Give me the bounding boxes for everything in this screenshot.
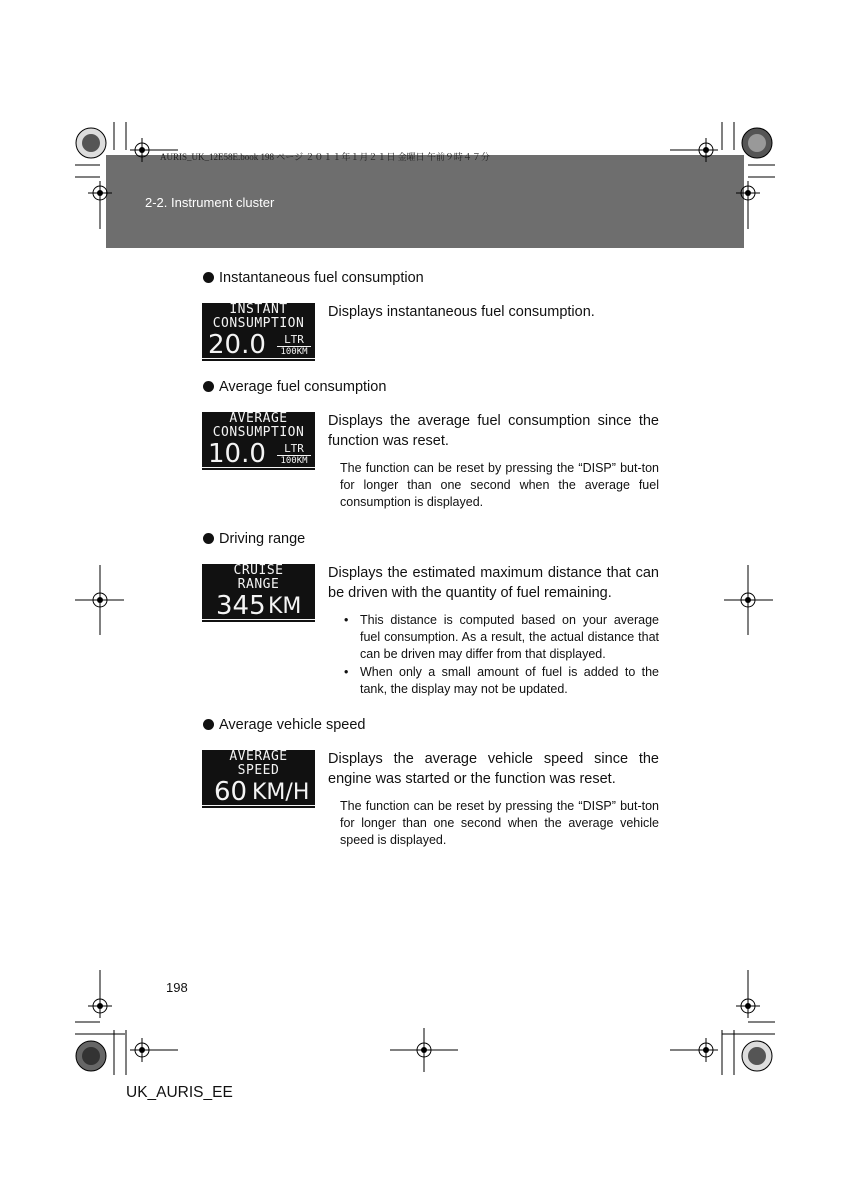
lcd-value: 345 [216,591,266,621]
lcd-line1: INSTANT [229,302,288,317]
heading-average-speed: Average vehicle speed [203,717,365,733]
note-average-consumption: The function can be reset by pressing the “DISP” but-ton for longer than one second when the average fuel consumption is displayed. [340,461,659,509]
lcd-value-row [202,332,315,359]
description-driving-range: Displays the estimated maximum distance that can be driven with the quantity of fuel remaining. [328,565,659,601]
lcd-value-row [202,593,315,620]
footer-code: UK_AURIS_EE [126,1084,233,1101]
description-average-consumption: Displays the average fuel consumption since the function was reset. [328,413,659,449]
description-average-speed: Displays the average vehicle speed since the engine was started or the function was reset. [328,751,659,787]
bullet-dot-icon [203,719,214,730]
lcd-value: 60 [214,777,248,807]
lcd-value-row [202,441,315,468]
lcd-line2: CONSUMPTION [212,316,305,331]
lcd-value: 10.0 [208,439,266,469]
lcd-unit: KM [268,594,302,619]
bullet-dot-icon [203,272,214,283]
heading-instantaneous: Instantaneous fuel consumption [203,270,424,286]
lcd-cruise-range [202,564,315,622]
lcd-unit: LTR 100KM [277,334,311,357]
bullet-item: • This distance is computed based on your average fuel consumption. As a result, the actual distance that can be driven may differ from that displayed. [344,613,659,661]
lcd-line1: CRUISE [233,563,284,578]
lcd-line2: SPEED [237,763,280,778]
page-number: 198 [166,980,188,995]
lcd-line1: AVERAGE [229,749,288,764]
bullet-item: • When only a small amount of fuel is added to the tank, the display may not be updated. [344,665,659,696]
print-info: AURIS_UK_12E58E.book 198 ページ ２０１１年１月２１日 金曜日 午前９時４７分 [160,152,490,162]
lcd-unit: LTR 100KM [277,443,311,466]
description-instantaneous: Displays instantaneous fuel consumption. [328,304,595,320]
lcd-average-speed [202,750,315,808]
lcd-line2: RANGE [237,577,280,592]
heading-average-consumption: Average fuel consumption [203,379,386,395]
bullet-dot-icon [203,533,214,544]
lcd-line1: AVERAGE [229,411,288,426]
lcd-instant-consumption [202,303,315,361]
bullet-dot-icon [203,381,214,392]
lcd-average-consumption [202,412,315,470]
lcd-line2: CONSUMPTION [212,425,305,440]
lcd-value: 20.0 [208,330,266,360]
lcd-unit: KM/H [252,780,310,805]
note-average-speed: The function can be reset by pressing the “DISP” but-ton for longer than one second when the average vehicle speed is displayed. [340,799,659,847]
lcd-value-row [202,779,315,806]
section-title: 2-2. Instrument cluster [145,195,275,210]
heading-driving-range: Driving range [203,531,305,547]
